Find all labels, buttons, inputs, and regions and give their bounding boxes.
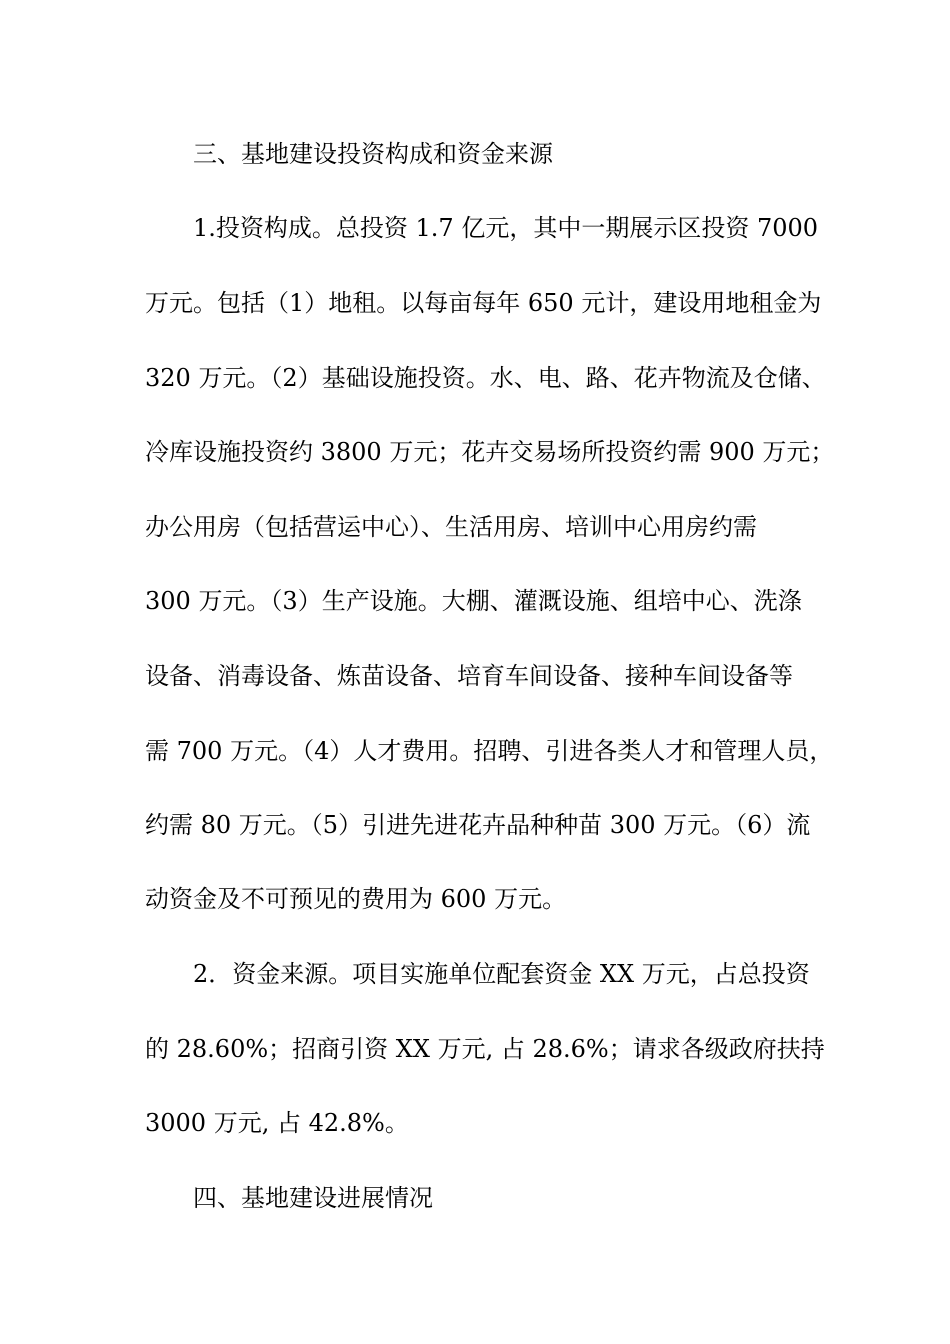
paragraph-line: 办公用房（包括营运中心）、生活用房、培训中心用房约需	[145, 513, 757, 541]
section-heading-3: 三、基地建设投资构成和资金来源	[193, 140, 553, 168]
section-heading-4: 四、基地建设进展情况	[193, 1184, 433, 1212]
paragraph-line: 需 700 万元。（4）人才费用。招聘、引进各类人才和管理人员，	[145, 737, 834, 765]
paragraph-line: 320 万元。（2）基础设施投资。水、电、路、花卉物流及仓储、	[145, 364, 826, 392]
paragraph-line: 的 28.60%；招商引资 XX 万元, 占 28.6%；请求各级政府扶持	[145, 1035, 825, 1063]
paragraph-line: 300 万元。（3）生产设施。大棚、灌溉设施、组培中心、洗涤	[145, 587, 802, 615]
paragraph-line: 动资金及不可预见的费用为 600 万元。	[145, 885, 567, 913]
paragraph-line: 冷库设施投资约 3800 万元；花卉交易场所投资约需 900 万元；	[145, 438, 835, 466]
paragraph-line: 设备、消毒设备、炼苗设备、培育车间设备、接种车间设备等	[145, 662, 793, 690]
paragraph-line: 约需 80 万元。（5）引进先进花卉品种种苗 300 万元。（6）流	[145, 811, 811, 839]
paragraph-line: 2．资金来源。项目实施单位配套资金 XX 万元，占总投资	[193, 960, 810, 988]
paragraph-line: 3000 万元, 占 42.8%。	[145, 1109, 409, 1137]
paragraph-line: 万元。包括（1）地租。以每亩每年 650 元计，建设用地租金为	[145, 289, 822, 317]
paragraph-line: 1.投资构成。总投资 1.7 亿元，其中一期展示区投资 7000	[193, 214, 819, 242]
